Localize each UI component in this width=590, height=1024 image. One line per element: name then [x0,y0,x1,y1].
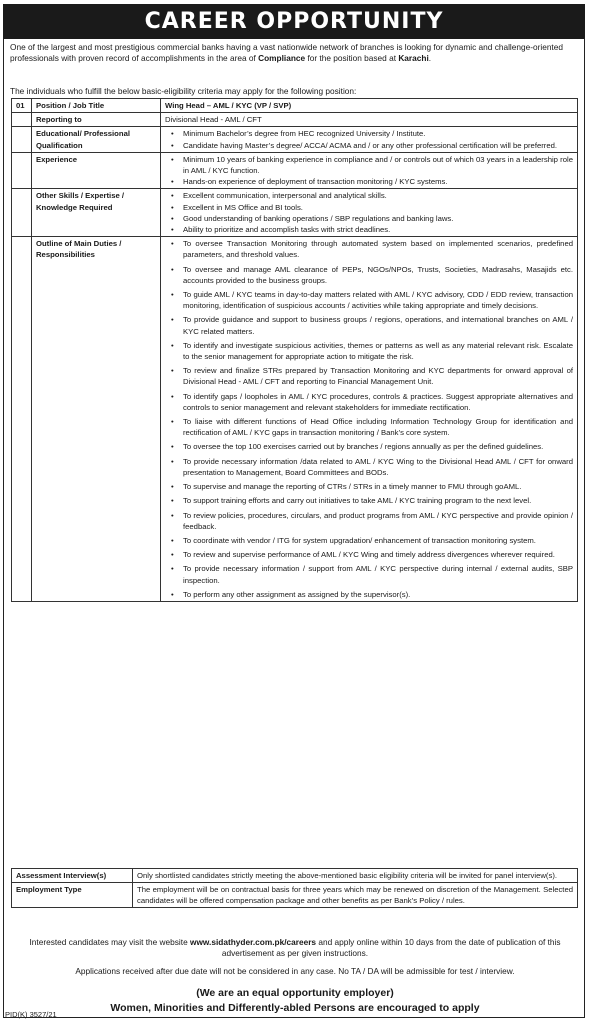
education-list [165,128,573,150]
table-row [12,189,578,237]
encouragement-line: Women, Minorities and Differently-abled Persons are encouraged to apply [110,1002,480,1014]
list-item: • To supervise and manage the reporting of CTRs / STRs in a timely manner to FMU through goAML. [183,481,573,492]
equal-opportunity-line: (We are an equal opportunity employer) [196,987,394,999]
assessment-value: Only shortlisted candidates strictly meeting the above-mentioned basic eligibility criteria will be invited for panel interview(s). [133,869,578,883]
table-row [12,127,578,152]
duties-list [165,238,573,600]
list-item: • Candidate having Master’s degree/ ACCA/ ACMA and / or any other professional certification will be preferred. [183,140,573,151]
list-item: • To oversee the top 100 exercises carried out by branches / regions annually as per the defined guidelines. [183,441,573,452]
position-table [11,98,578,602]
education-label: Educational/ Professional Qualification [32,127,161,152]
reporting-value: Divisional Head - AML / CFT [161,113,578,127]
skills-list [165,190,573,235]
list-item: • Minimum Bachelor’s degree from HEC recognized University / Institute. [183,128,573,139]
duties-cell [161,237,578,602]
employment-value: The employment will be on contractual basis for three years which may be renewed on discretion of the Management. Selected candidates will be offered compensation package and other benefits as per Bank’s Policy / rules. [133,883,578,908]
table-row [12,152,578,189]
careers-website-link[interactable]: www.sidathyder.com.pk/careers [190,937,317,947]
reporting-label: Reporting to [32,113,161,127]
list-item: • Hands-on experience of deployment of transaction monitoring / KYC systems. [183,176,573,187]
eligibility-note: The individuals who fulfill the below basic-eligibility criteria may apply for the following position: [10,86,357,96]
intro-paragraph [10,42,578,64]
terms-table [11,868,578,908]
list-item: • To identify gaps / loopholes in AML / KYC procedures, controls & practices. Suggest appropriate alternatives and controls to senior management and relevant stakeholders for immediate rectification. [183,391,573,413]
number-column-cell [12,152,32,189]
intro-city: Karachi [398,53,429,63]
experience-label: Experience [32,152,161,189]
position-label: Position / Job Title [32,99,161,113]
table-row [12,237,578,602]
list-item: • To liaise with different functions of Head Office including Information Technology Group for identification and rectification of AML / KYC gaps in transaction monitoring / Bank’s core system. [183,416,573,438]
list-item: • To review and finalize STRs prepared by Transaction Monitoring and KYC departments for onward approval of Divisional Head - AML / CFT and reporting to Financial Management Unit. [183,365,573,387]
position-number: 01 [12,99,32,113]
list-item: • To review policies, procedures, circulars, and product programs from AML / KYC perspective and provide opinion / feedback. [183,510,573,532]
number-column-cell [12,127,32,152]
late-application-note: Applications received after due date will not be considered in any case. No TA / DA will be admissible for test / interview. [75,966,515,976]
list-item: • To coordinate with vendor / ITG for system upgradation/ enhancement of transaction monitoring system. [183,535,573,546]
list-item: • Minimum 10 years of banking experience in compliance and / or controls out of which 03 years in a leadership role in AML / KYC function. [183,154,573,176]
skills-cell [161,189,578,237]
list-item: • To oversee Transaction Monitoring through automated system based on implemented scenarios, predefined parameters, and threshold values. [183,238,573,260]
list-item: • To provide necessary information /data related to AML / KYC Wing to the Divisional Head AML / CFT for onward presentation to Management, Board Committees and BODs. [183,456,573,478]
table-row [12,869,578,883]
intro-text-3: . [428,53,432,63]
list-item: • To provide necessary information / support from AML / KYC perspective during internal / external audits, SBP inspection. [183,563,573,585]
table-row [12,113,578,127]
number-column-cell [12,237,32,602]
position-value: Wing Head – AML / KYC (VP / SVP) [161,99,578,113]
education-cell [161,127,578,152]
experience-cell [161,152,578,189]
list-item: • Excellent in MS Office and BI tools. [183,202,573,213]
skills-label: Other Skills / Expertise / Knowledge Required [32,189,161,237]
experience-list [165,154,573,188]
number-column-cell [12,189,32,237]
list-item: • To perform any other assignment as assigned by the supervisor(s). [183,589,573,600]
table-row [12,99,578,113]
page-title: CAREER OPPORTUNITY [3,4,585,39]
list-item: • To support training efforts and carry out initiatives to take AML / KYC training program to the next level. [183,495,573,506]
apply-text-1: Interested candidates may visit the website [29,937,190,947]
list-item: • To guide AML / KYC teams in day-to-day matters related with AML / KYC advisory, CDD / EDD review, transaction monitoring, identification of suspicious accounts / activities while taking appropriate and timely decisions. [183,289,573,311]
intro-area: Compliance [258,53,306,63]
intro-text-1: One of the largest and most prestigious commercial banks having a vast nationwide network of branches is looking for dynamic and challenge-oriented professionals with proven record of accomplishments in the area of [10,42,563,63]
table-row [12,883,578,908]
list-item: • To identify and investigate suspicious activities, themes or patterns as well as any material relevant risk. Escalate to the senior management for appropriate action to mitigate the risk. [183,340,573,362]
list-item: • To provide guidance and support to business groups / regions, operations, and international branches on AML / KYC related matters. [183,314,573,336]
apply-text-2: and apply online within 10 days from the date of publication of this advertisement as per given instructions. [221,937,561,958]
list-item: • Ability to prioritize and accomplish tasks with strict deadlines. [183,224,573,235]
apply-instructions [14,937,576,959]
list-item: • To oversee and manage AML clearance of PEPs, NGOs/NPOs, Trusts, Societies, Madrasahs, Masajids etc. accounts provided to the business groups. [183,264,573,286]
publication-id: PID(K) 3527/21 [5,1010,57,1019]
list-item: • Excellent communication, interpersonal and analytical skills. [183,190,573,201]
intro-text-2: for the position based at [305,53,399,63]
employment-label: Employment Type [12,883,133,908]
number-column-cell [12,113,32,127]
list-item: • To review and supervise performance of AML / KYC Wing and timely address divergences wherever required. [183,549,573,560]
duties-label: Outline of Main Duties / Responsibilities [32,237,161,602]
assessment-label: Assessment Interview(s) [12,869,133,883]
list-item: • Good understanding of banking operations / SBP regulations and banking laws. [183,213,573,224]
